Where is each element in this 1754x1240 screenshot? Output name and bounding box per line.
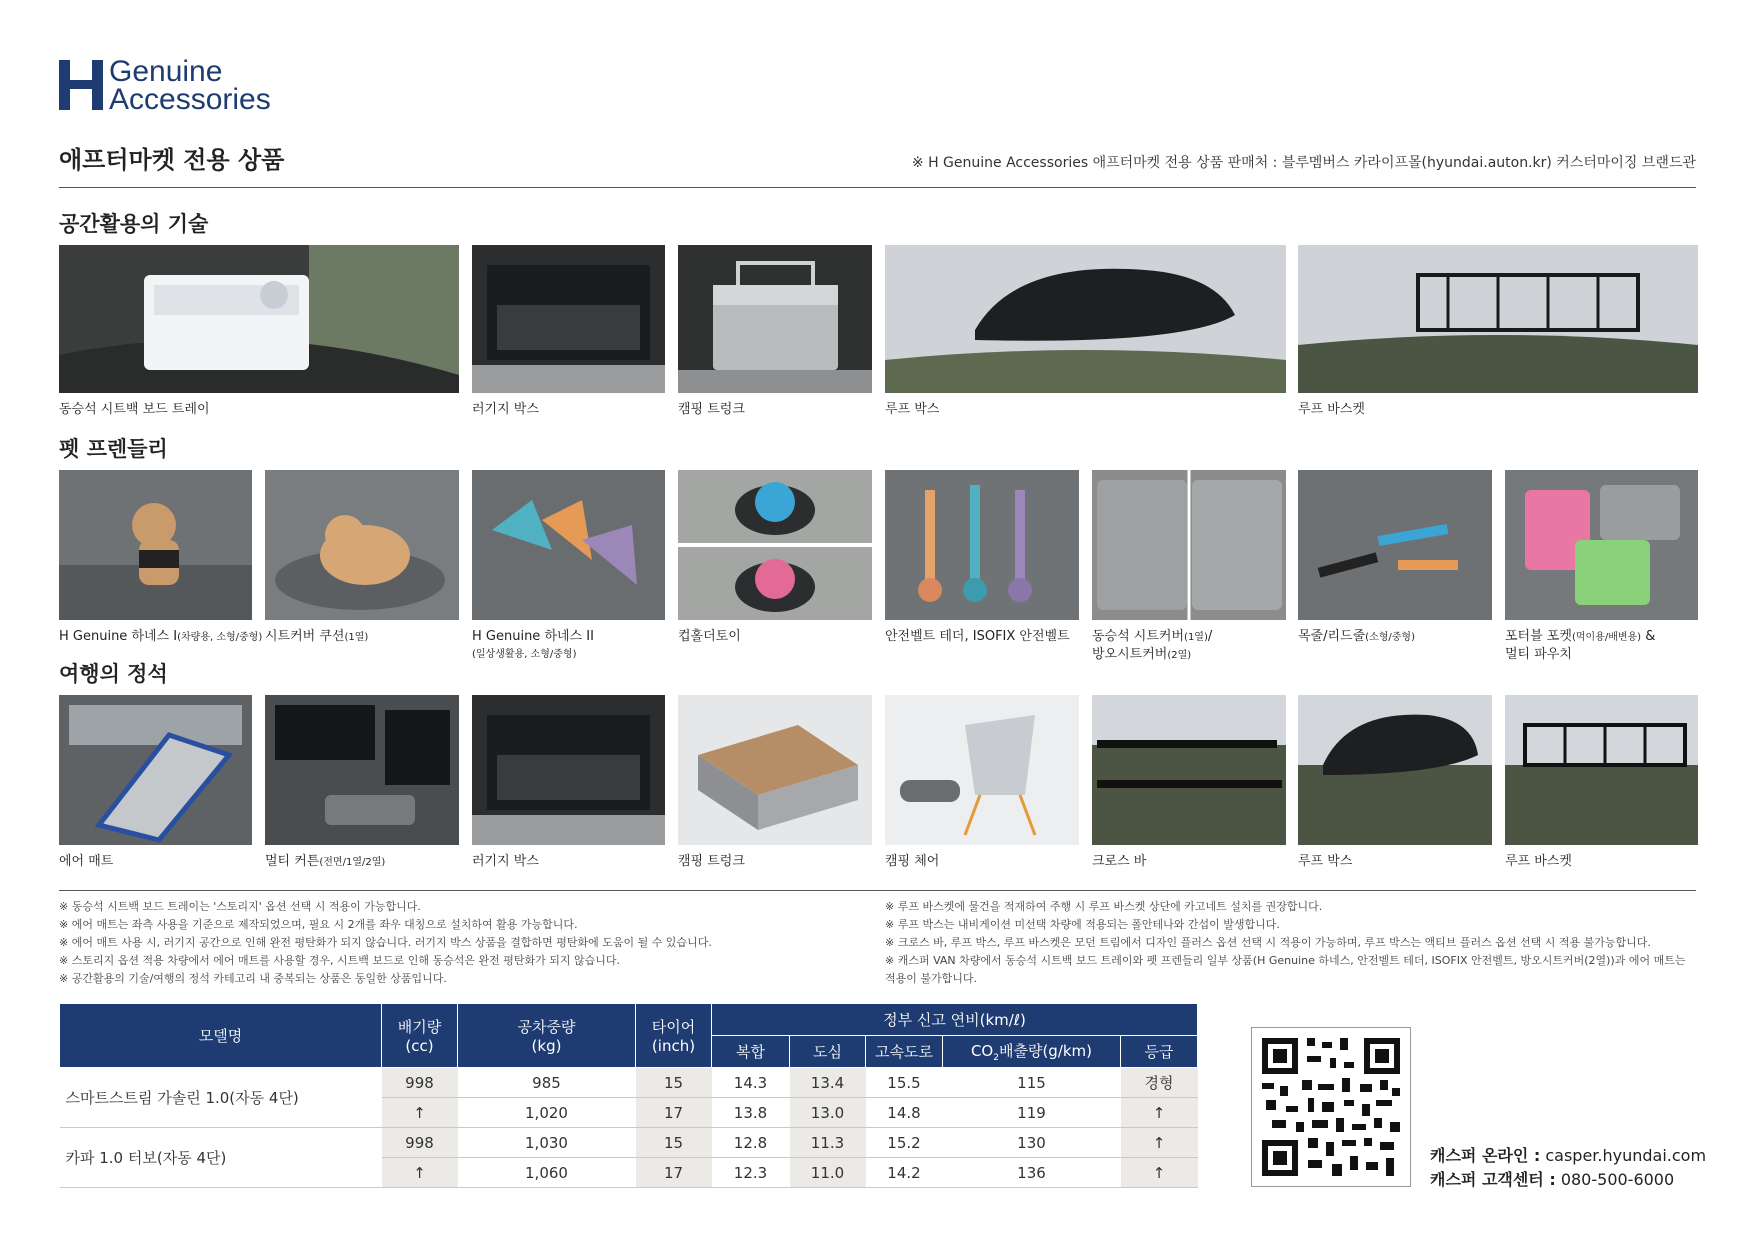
divider [59,187,1696,188]
caption-harness-2: H Genuine 하네스 II (일상생활용, 소형/중형) [472,629,594,660]
cell-displacement: ↑ [382,1098,458,1128]
caption-luggage-box-2: 러기지 박스 [472,854,539,869]
product-image-seatbelt-tether [885,470,1079,620]
caption-camping-chair: 캠핑 체어 [885,854,940,869]
header-combined: 복합 [712,1036,790,1068]
notes-right [885,898,1698,988]
caption-camping-trunk: 캠핑 트렁크 [678,402,745,417]
section-title-travel: 여행의 정석 [59,662,168,686]
table-row [60,1128,1198,1158]
header-model: 모델명 [60,1004,382,1068]
contact-online: 캐스퍼 온라인 : casper.hyundai.com [1430,1146,1707,1165]
cell-displacement: 998 [382,1068,458,1098]
page-title: 애프터마켓 전용 상품 [59,146,285,174]
header-co2: $CO_2$배출량(g/km) [943,1036,1121,1068]
caption-leash: 목줄/리드줄(소형/중형) [1298,629,1415,644]
cell-grade: ↑ [1121,1098,1198,1128]
contact-center: 캐스퍼 고객센터 : 080-500-6000 [1430,1170,1675,1189]
note-line: ※ 동승석 시트백 보드 트레이는 '스토리지' 옵션 선택 시 적용이 가능합니다. [59,900,421,913]
qr-code[interactable] [1251,1027,1411,1187]
product-image-camping-trunk [678,245,872,393]
cell-highway: 14.8 [866,1098,943,1128]
product-image-camping-trunk-2 [678,695,872,845]
divider [59,890,1696,891]
cell-city: 11.0 [790,1158,866,1188]
cell-tire: 15 [636,1068,712,1098]
product-image-luggage-box-2 [472,695,665,845]
cell-combined: 12.3 [712,1158,790,1188]
cell-combined: 13.8 [712,1098,790,1128]
header-fuel-economy: 정부 신고 연비(km/ℓ) [712,1004,1198,1036]
product-image-camping-chair [885,695,1079,845]
product-image-luggage-box [472,245,665,393]
header-tire: 타이어 (inch) [636,1004,712,1068]
cell-combined: 14.3 [712,1068,790,1098]
cell-tire: 17 [636,1158,712,1188]
table-row [60,1068,1198,1098]
caption-seat-covers: 동승석 시트커버(1열)/ 방오시트커버(2열) [1092,629,1213,662]
product-image-harness-2 [472,470,665,620]
cell-displacement: ↑ [382,1158,458,1188]
product-image-cupholder-toy-blue [678,470,872,543]
caption-roof-basket: 루프 바스켓 [1298,402,1365,417]
cell-co2: 130 [943,1128,1121,1158]
product-image-roof-basket-2 [1505,695,1698,845]
cell-co2: 136 [943,1158,1121,1188]
note-line: 적용이 불가합니다. [885,972,978,985]
caption-luggage-box: 러기지 박스 [472,402,539,417]
header-grade: 등급 [1121,1036,1198,1068]
caption-cupholder-toy: 컵홀더토이 [678,629,741,644]
note-line: ※ 루프 바스켓에 물건을 적재하여 주행 시 루프 바스켓 상단에 카고네트 설치를 권장합니다. [885,900,1323,913]
cell-tire: 15 [636,1128,712,1158]
caption-roof-basket-2: 루프 바스켓 [1505,854,1572,869]
cell-weight: 985 [458,1068,636,1098]
section-title-pet: 펫 프렌들리 [59,437,168,461]
note-line: ※ 스토리지 옵션 적용 차량에서 에어 매트를 사용할 경우, 시트백 보드로 인해 동승석은 완전 평탄화가 되지 않습니다. [59,954,620,967]
note-line: ※ 크로스 바, 루프 박스, 루프 바스켓은 모던 트림에서 디자인 플러스 옵션 선택 시 적용이 가능하며, 루프 박스는 액티브 플러스 옵션 선택 시 적용 불가능합니다. [885,936,1651,949]
h-logo-icon [59,58,103,112]
cell-grade: ↑ [1121,1128,1198,1158]
brand-logo [59,55,271,116]
cell-co2: 119 [943,1098,1121,1128]
cell-grade: 경형 [1121,1068,1198,1098]
product-image-multi-curtain [265,695,459,845]
model-name: 스마트스트림 가솔린 1.0(자동 4단) [60,1068,382,1128]
cell-tire: 17 [636,1098,712,1128]
cell-highway: 15.2 [866,1128,943,1158]
header-highway: 고속도로 [866,1036,943,1068]
caption-multi-curtain: 멀티 커튼(전면/1열/2열) [265,854,386,869]
online-link[interactable]: casper.hyundai.com [1540,1146,1707,1165]
product-image-roof-box [885,245,1286,393]
cell-highway: 15.5 [866,1068,943,1098]
product-image-roof-basket [1298,245,1698,393]
cell-co2: 115 [943,1068,1121,1098]
caption-seatback-tray: 동승석 시트백 보드 트레이 [59,402,210,417]
product-image-air-mat [59,695,252,845]
cell-weight: 1,020 [458,1098,636,1128]
header-weight: 공차중량 (kg) [458,1004,636,1068]
spec-table [59,1003,1198,1188]
model-name: 카파 1.0 터보(자동 4단) [60,1128,382,1188]
note-line: ※ 에어 매트는 좌측 사용을 기준으로 제작되었으며, 필요 시 2개를 좌우 대칭으로 설치하여 활용 가능합니다. [59,918,578,931]
product-image-leash [1298,470,1492,620]
caption-camping-trunk-2: 캠핑 트렁크 [678,854,745,869]
product-image-roof-box-2 [1298,695,1492,845]
cell-grade: ↑ [1121,1158,1198,1188]
seller-note: ※ H Genuine Accessories 애프터마켓 전용 상품 판매처 : 블루멤버스 카라이프몰(hyundai.auton.kr) 커스터마이징 브랜드관 [911,155,1696,171]
caption-harness-1: H Genuine 하네스 I(차량용, 소형/중형) [59,629,263,644]
caption-roof-box: 루프 박스 [885,402,940,417]
header-displacement: 배기량 (cc) [382,1004,458,1068]
notes-left [59,898,874,988]
note-line: ※ 공간활용의 기술/여행의 정석 카테고리 내 중복되는 상품은 동일한 상품입니다. [59,972,447,985]
caption-cross-bar: 크로스 바 [1092,854,1147,869]
brand-wordmark: Genuine Accessories [109,55,271,116]
cell-weight: 1,030 [458,1128,636,1158]
product-image-cross-bar [1092,695,1286,845]
cell-weight: 1,060 [458,1158,636,1188]
note-line: ※ 에어 매트 사용 시, 러기지 공간으로 인해 완전 평탄화가 되지 않습니다. 러기지 박스 상품을 결합하면 평탄화에 도움이 될 수 있습니다. [59,936,712,949]
product-image-seat-covers [1092,470,1286,620]
cell-city: 13.4 [790,1068,866,1098]
section-title-space: 공간활용의 기술 [59,212,209,236]
note-line: ※ 캐스퍼 VAN 차량에서 동승석 시트백 보드 트레이와 펫 프렌들리 일부 상품(H Genuine 하네스, 안전벨트 테더, ISOFIX 안전벨트, 방오시트커버(2열))과 에어 매트는 [885,954,1686,967]
caption-air-mat: 에어 매트 [59,854,114,869]
phone-number[interactable]: 080-500-6000 [1555,1170,1675,1189]
product-image-seatcover-cushion [265,470,459,620]
cell-highway: 14.2 [866,1158,943,1188]
caption-portable-pocket: 포터블 포켓(먹이용/배변용) & 멀티 파우치 [1505,629,1656,662]
product-image-seatback-tray [59,245,459,393]
cell-city: 13.0 [790,1098,866,1128]
header-city: 도심 [790,1036,866,1068]
cell-displacement: 998 [382,1128,458,1158]
cell-combined: 12.8 [712,1128,790,1158]
caption-seatcover-cushion: 시트커버 쿠션(1열) [265,629,369,644]
caption-seatbelt-tether: 안전벨트 테더, ISOFIX 안전벨트 [885,629,1070,644]
note-line: ※ 루프 박스는 내비게이션 미선택 차량에 적용되는 폴안테나와 간섭이 발생합니다. [885,918,1280,931]
product-image-cupholder-toy-pink [678,547,872,620]
caption-roof-box-2: 루프 박스 [1298,854,1353,869]
product-image-harness-1 [59,470,252,620]
cell-city: 11.3 [790,1128,866,1158]
product-image-portable-pocket [1505,470,1698,620]
